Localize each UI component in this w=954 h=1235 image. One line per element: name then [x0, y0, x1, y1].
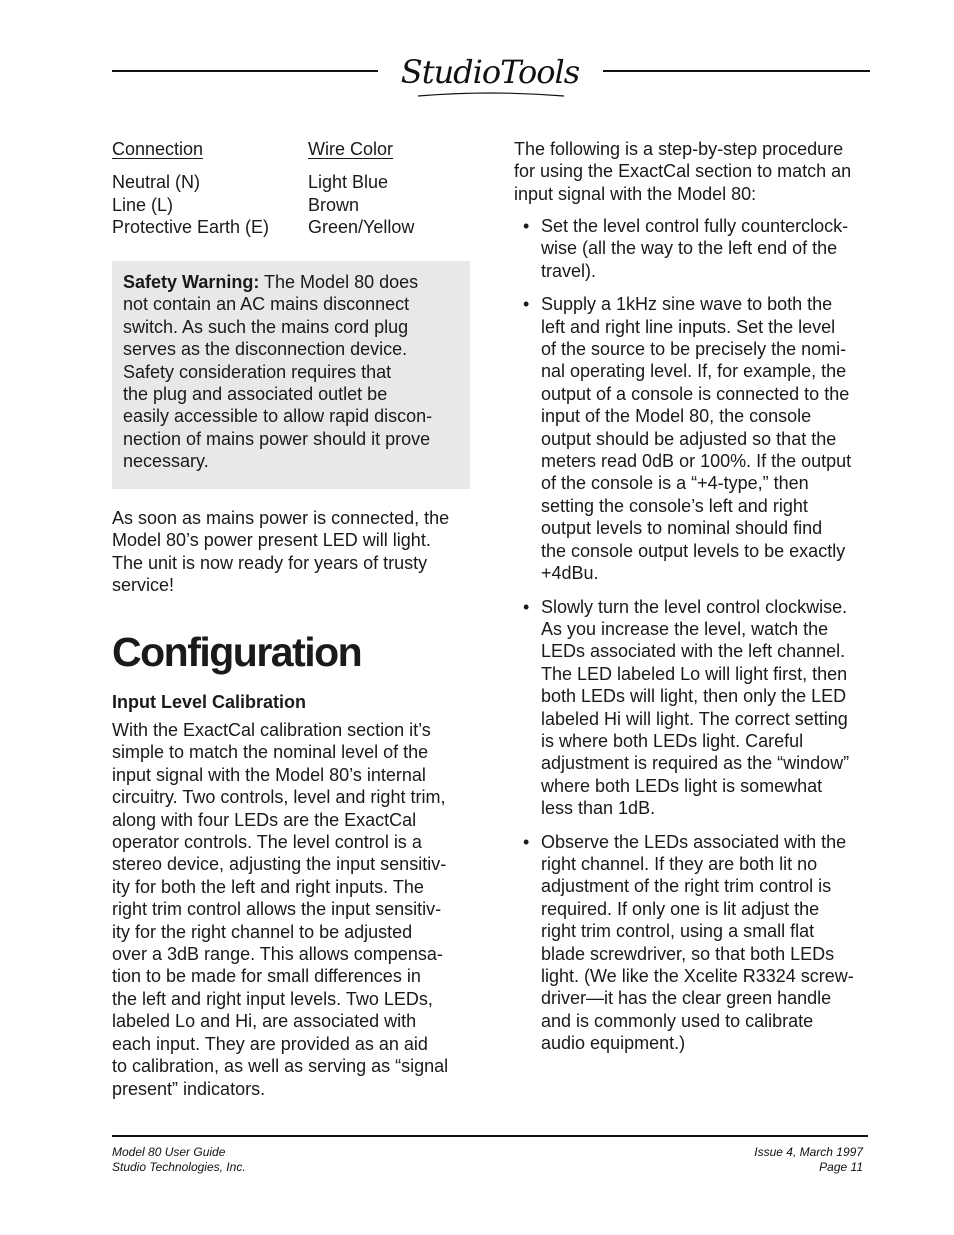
- list-item: [514, 293, 874, 584]
- connection-table-header: [112, 138, 472, 160]
- paragraph-line: With the ExactCal calibration section it’s: [112, 720, 431, 740]
- paragraph-line: right trim control allows the input sensitiv-: [112, 899, 442, 920]
- table-row: [112, 194, 472, 216]
- step-line: LEDs associated with the left channel.: [541, 641, 846, 662]
- paragraph-line: for using the ExactCal section to match an: [514, 161, 852, 182]
- paragraph-line: present” indicators.: [112, 1078, 266, 1099]
- paragraph-line: to calibration, as well as serving as “signal: [112, 1056, 449, 1077]
- paragraph-line: service!: [112, 575, 175, 596]
- step-line: As you increase the level, watch the: [541, 618, 829, 639]
- paragraph-line: simple to match the nominal level of the: [112, 742, 429, 763]
- header-wire-color: Wire Color: [308, 139, 394, 159]
- step-line: The LED labeled Lo will light first, then: [541, 663, 848, 684]
- paragraph-line: The unit is now ready for years of trusty: [112, 552, 428, 573]
- logo-swash: [416, 92, 566, 100]
- safety-warning-box: [112, 261, 470, 489]
- paragraph-line: input signal with the Model 80:: [514, 183, 757, 204]
- step-line: meters read 0dB or 100%. If the output: [541, 451, 852, 472]
- paragraph-line: the left and right input levels. Two LEDs,: [112, 988, 433, 1009]
- paragraph-line: tion to be made for small differences in: [112, 966, 421, 987]
- connection-cell: Neutral (N): [112, 172, 201, 193]
- step-line: +4dBu.: [541, 563, 599, 584]
- step-line: less than 1dB.: [541, 798, 656, 819]
- paragraph-line: stereo device, adjusting the input sensitiv-: [112, 854, 447, 875]
- step-line: left and right line inputs. Set the level: [541, 316, 836, 337]
- bullet-icon: •: [523, 596, 530, 617]
- paragraph-line: ity for the right channel to be adjusted: [112, 921, 413, 942]
- bullet-icon: •: [523, 294, 530, 315]
- section-title: Configuration: [112, 629, 362, 675]
- footer-issue: Issue 4, March 1997: [754, 1145, 863, 1159]
- header-rule-right: [603, 70, 870, 72]
- calibration-paragraph: [112, 719, 472, 1100]
- footer-guide-title: Model 80 User Guide: [112, 1145, 226, 1159]
- paragraph-line: ity for both the left and right inputs. The: [112, 876, 424, 897]
- paragraph-line: Model 80’s power present LED will light.: [112, 530, 431, 551]
- connection-cell: Line (L): [112, 194, 174, 215]
- step-line: output should be adjusted so that the: [541, 428, 837, 449]
- footer-company: Studio Technologies, Inc.: [112, 1160, 246, 1174]
- warning-line: switch. As such the mains cord plug: [123, 316, 409, 337]
- step-line: of the source to be precisely the nomi-: [541, 339, 847, 360]
- step-line: adjustment is required as the “window”: [541, 753, 850, 774]
- step-line: where both LEDs light is somewhat: [541, 775, 823, 796]
- step-line: Observe the LEDs associated with the: [541, 831, 847, 852]
- connection-cell: Protective Earth (E): [112, 217, 270, 238]
- paragraph-line: over a 3dB range. This allows compensa-: [112, 944, 443, 965]
- list-item: [514, 596, 874, 820]
- subsection-title: Input Level Calibration: [112, 692, 307, 712]
- step-line: wise (all the way to the left end of the: [541, 238, 838, 259]
- step-line: input of the Model 80, the console: [541, 406, 812, 427]
- step-line: output of a console is connected to the: [541, 383, 850, 404]
- bullet-icon: •: [523, 831, 530, 852]
- step-line: and is commonly used to calibrate: [541, 1010, 814, 1031]
- warning-line: easily accessible to allow rapid discon-: [123, 406, 433, 427]
- step-line: of the console is a “+4-type,” then: [541, 473, 809, 494]
- step-line: labeled Hi will light. The correct setting: [541, 708, 848, 729]
- table-row: [112, 171, 472, 193]
- bullet-icon: •: [523, 216, 530, 236]
- warning-line: nection of mains power should it prove: [123, 428, 431, 449]
- wire-color-cell: Light Blue: [308, 172, 389, 193]
- studiotools-logo: [378, 48, 602, 96]
- step-line: is where both LEDs light. Careful: [541, 730, 804, 751]
- header-connection: Connection: [112, 139, 204, 159]
- paragraph-line: along with four LEDs are the ExactCal: [112, 809, 417, 830]
- warning-line: [123, 271, 459, 293]
- wire-color-cell: Green/Yellow: [308, 217, 415, 238]
- paragraph-line: operator controls. The level control is a: [112, 832, 422, 853]
- warning-line: serves as the disconnection device.: [123, 339, 408, 360]
- paragraph-line: The following is a step-by-step procedure: [514, 139, 844, 159]
- paragraph-line: input signal with the Model 80’s internal: [112, 764, 426, 785]
- step-line: setting the console’s left and right: [541, 495, 808, 516]
- step-line: Supply a 1kHz sine wave to both the: [541, 294, 833, 315]
- procedure-intro: [514, 138, 874, 205]
- step-line: audio equipment.): [541, 1033, 686, 1054]
- wire-color-cell: Brown: [308, 194, 360, 215]
- paragraph-line: As soon as mains power is connected, the: [112, 508, 450, 528]
- step-line: travel).: [541, 260, 597, 281]
- footer-right: [754, 1145, 863, 1175]
- step-line: nal operating level. If, for example, the: [541, 361, 847, 382]
- warning-line: not contain an AC mains disconnect: [123, 294, 410, 315]
- paragraph-line: labeled Lo and Hi, are associated with: [112, 1011, 417, 1032]
- step-line: the console output levels to be exactly: [541, 540, 846, 561]
- step-line: Set the level control fully counterclock-: [541, 216, 849, 236]
- step-line: right trim control, using a small flat: [541, 921, 815, 942]
- paragraph-line: each input. They are provided as an aid: [112, 1033, 428, 1054]
- step-line: blade screwdriver, so that both LEDs: [541, 943, 835, 964]
- warning-text: The Model 80 does: [259, 272, 419, 292]
- warning-label: Safety Warning:: [123, 272, 260, 292]
- table-row: [112, 216, 472, 238]
- footer-rule: [112, 1135, 868, 1137]
- list-item: [514, 831, 874, 1055]
- step-line: required. If only one is lit adjust the: [541, 898, 820, 919]
- warning-line: necessary.: [123, 451, 209, 472]
- warning-line: the plug and associated outlet be: [123, 384, 388, 405]
- connection-table: [112, 138, 472, 239]
- step-line: Slowly turn the level control clockwise.: [541, 596, 848, 617]
- header-rule-left: [112, 70, 378, 72]
- procedure-steps: [514, 215, 874, 1066]
- warning-line: Safety consideration requires that: [123, 361, 392, 382]
- list-item: [514, 215, 874, 282]
- step-line: output levels to nominal should find: [541, 518, 823, 539]
- step-line: both LEDs will light, then only the LED: [541, 686, 847, 707]
- logo-text: StudioTools: [400, 53, 580, 91]
- footer-left: [112, 1145, 246, 1175]
- paragraph-line: circuitry. Two controls, level and right trim,: [112, 787, 446, 808]
- step-line: right channel. If they are both lit no: [541, 853, 818, 874]
- footer-page-number: Page 11: [819, 1160, 863, 1174]
- step-line: light. (We like the Xcelite R3324 screw-: [541, 966, 854, 986]
- step-line: driver—it has the clear green handle: [541, 988, 832, 1009]
- step-line: adjustment of the right trim control is: [541, 876, 832, 897]
- power-paragraph: [112, 507, 472, 597]
